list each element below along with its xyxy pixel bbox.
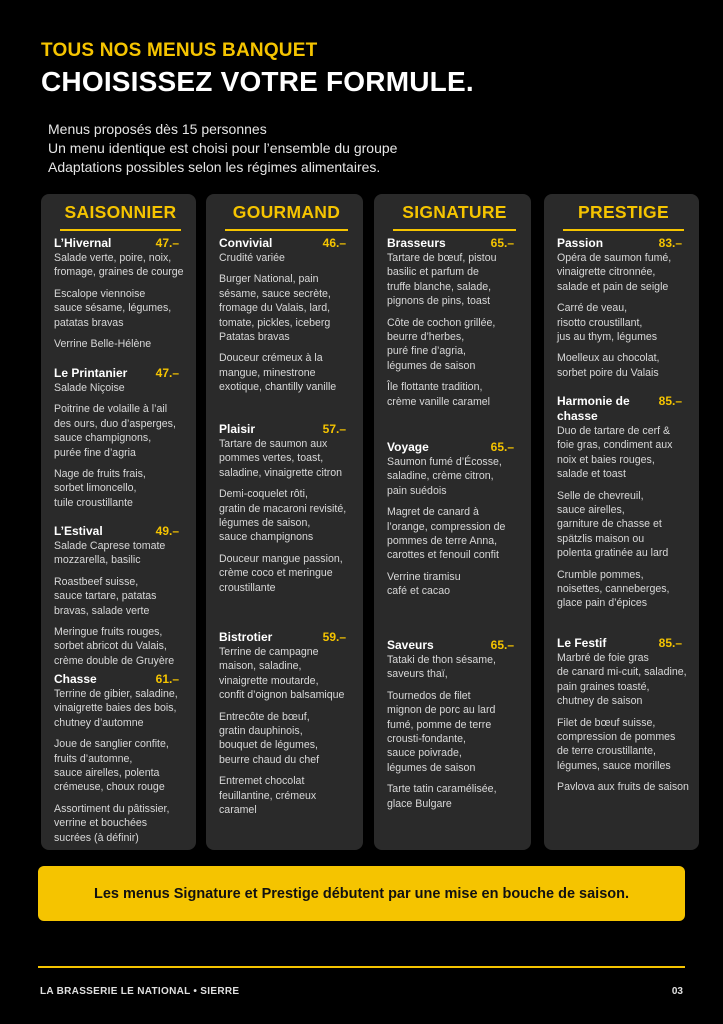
menu-name: Bistrotier xyxy=(219,630,273,644)
menu-course: Crumble pommes, noisettes, canneberges, glace pain d’épices xyxy=(557,568,670,610)
menu-name: Brasseurs xyxy=(387,236,446,250)
menu-header xyxy=(557,636,690,651)
menu-course: Salade Niçoise xyxy=(54,382,125,394)
menu-course: Crudité variée xyxy=(219,252,285,264)
menu-course: Verrine Belle-Hélène xyxy=(54,338,152,351)
menu-course: Entrecôte de bœuf, gratin dauphinois, bouquet de légumes, beurre chaud du chef xyxy=(219,710,320,766)
menu-name: L’Hivernal xyxy=(54,236,112,250)
column-saisonnier xyxy=(41,194,196,850)
menu-item xyxy=(387,638,522,818)
menu-header xyxy=(219,236,354,251)
menu-price: 65.– xyxy=(490,440,514,454)
footer-brand: LA BRASSERIE LE NATIONAL • SIERRE xyxy=(40,986,240,997)
menu-course: Île flottante tradition, crème vanille caramel xyxy=(387,381,491,408)
menu-header xyxy=(54,366,187,381)
menu-item xyxy=(387,236,522,416)
menu-item xyxy=(557,636,690,802)
menu-price: 57.– xyxy=(322,422,346,436)
menu-price: 49.– xyxy=(155,524,179,538)
menu-course: Roastbeef suisse, sauce tartare, patatas bravas, salade verte xyxy=(54,575,157,617)
menu-price: 83.– xyxy=(658,236,682,250)
menu-price: 46.– xyxy=(322,236,346,250)
menu-course: Pavlova aux fruits de saison xyxy=(557,781,689,794)
menu-course: Douceur mangue passion, crème coco et meringue croustillante xyxy=(219,552,343,594)
menu-price: 47.– xyxy=(155,236,179,250)
menu-course: Terrine de campagne maison, saladine, vinaigrette moutarde, confit d’oignon balsamique xyxy=(219,646,345,702)
menu-name: Harmonie de chasse xyxy=(557,394,630,423)
menu-name: Passion xyxy=(557,236,604,250)
menu-name: Le Festif xyxy=(557,636,607,650)
menu-course: Magret de canard à l’orange, compression de pommes de terre Anna, carottes et fenouil confit xyxy=(387,506,506,562)
menu-course: Carré de veau, risotto croustillant, jus au thym, légumes xyxy=(557,302,658,344)
menu-course: Filet de bœuf suisse, compression de pommes de terre croustillante, légumes, sauce morilles xyxy=(557,716,676,772)
intro-line: Adaptations possibles selon les régimes alimentaires. xyxy=(48,159,381,175)
intro-line: Menus proposés dès 15 personnes xyxy=(48,121,267,137)
menu-item xyxy=(54,366,187,517)
menu-price: 85.– xyxy=(658,636,682,650)
menu-item xyxy=(219,236,354,402)
menu-course: Verrine tiramisu café et cacao xyxy=(387,570,461,598)
column-prestige xyxy=(544,194,699,850)
menu-course: Moelleux au chocolat, sorbet poire du Valais xyxy=(557,352,660,379)
column-signature xyxy=(374,194,531,850)
menu-course: Joue de sanglier confite, fruits d’automne, sauce airelles, polenta crémeuse, choux rouge xyxy=(54,738,169,794)
menu-course: Terrine de gibier, saladine, vinaigrette baies des bois, chutney d’automne xyxy=(54,688,178,729)
column-title: PRESTIGE xyxy=(563,200,684,231)
footer-divider xyxy=(38,966,685,968)
menu-name: Saveurs xyxy=(387,638,434,652)
header-kicker: TOUS NOS MENUS BANQUET xyxy=(41,40,318,61)
menu-price: 65.– xyxy=(490,638,514,652)
menu-header xyxy=(387,440,522,455)
menu-course: Tartare de bœuf, pistou basilic et parfum de truffe blanche, salade, pignons de pins, toast xyxy=(387,252,497,308)
menu-price: 59.– xyxy=(322,630,346,644)
menu-header xyxy=(219,422,354,437)
menu-name: Chasse xyxy=(54,672,97,686)
menu-course: Tartare de saumon aux pommes vertes, toast, saladine, vinaigrette citron xyxy=(219,438,343,479)
menu-price: 61.– xyxy=(155,672,179,686)
menu-item xyxy=(387,440,522,606)
menu-price: 47.– xyxy=(155,366,179,380)
menu-course: Entremet chocolat feuillantine, crémeux caramel xyxy=(219,775,317,817)
page-title: CHOISISSEZ VOTRE FORMULE. xyxy=(41,66,474,97)
column-title: SIGNATURE xyxy=(393,200,516,231)
menu-header xyxy=(54,672,187,687)
column-gourmand xyxy=(206,194,363,850)
menu-course: Salade verte, poire, noix, fromage, graines de courge xyxy=(54,252,184,279)
menu-course: Tataki de thon sésame, saveurs thaï, xyxy=(387,654,496,681)
menu-item xyxy=(219,422,354,602)
menu-name: Voyage xyxy=(387,440,429,454)
banner-text: Les menus Signature et Prestige débutent par une mise en bouche de saison. xyxy=(93,885,630,902)
menu-item xyxy=(54,236,187,358)
menu-header xyxy=(54,236,187,251)
menu-item xyxy=(54,524,187,675)
menu-name: L’Estival xyxy=(54,524,103,538)
menu-header xyxy=(557,394,690,424)
menu-header xyxy=(387,236,522,251)
menu-course: Burger National, pain sésame, sauce secrète, fromage du Valais, lard, tomate, pickles, iceberg Patatas bravas xyxy=(219,273,331,344)
menu-item xyxy=(219,630,354,824)
menu-course: Nage de fruits frais, sorbet limoncello, tuile croustillante xyxy=(54,468,146,509)
menu-name: Convivial xyxy=(219,236,273,250)
column-title: GOURMAND xyxy=(225,200,348,231)
menu-header xyxy=(387,638,522,653)
menu-course: Meringue fruits rouges, sorbet abricot du Valais, crème double de Gruyère xyxy=(54,626,175,667)
menu-course: Opéra de saumon fumé, vinaigrette citronnée, salade et pain de seigle xyxy=(557,252,672,293)
menu-header xyxy=(54,524,187,539)
menu-header xyxy=(219,630,354,645)
intro-line: Un menu identique est choisi pour l’ensemble du groupe xyxy=(48,140,398,156)
menu-header xyxy=(557,236,690,251)
menu-course: Côte de cochon grillée, beurre d’herbes, puré fine d’agria, légumes de saison xyxy=(387,316,496,372)
menu-course: Marbré de foie gras de canard mi-cuit, saladine, pain graines toasté, chutney de saison xyxy=(557,652,687,708)
column-title: SAISONNIER xyxy=(60,200,181,231)
menu-course: Douceur crémeux à la mangue, minestrone exotique, chantilly vanille xyxy=(219,352,337,394)
intro-text xyxy=(48,120,397,177)
menu-course: Demi-coquelet rôti, gratin de macaroni revisité, légumes de saison, sauce champignons xyxy=(219,488,347,544)
menu-course: Duo de tartare de cerf & foie gras, condiment aux noix et baies rouges, salade et toast xyxy=(557,425,673,481)
menu-course: Assortiment du pâtissier, verrine et bouchées sucrées (à définir) xyxy=(54,802,170,844)
page-number: 03 xyxy=(671,986,683,997)
menu-name: Plaisir xyxy=(219,422,256,436)
menu-item xyxy=(54,672,187,850)
menu-course: Selle de chevreuil, sauce airelles, garniture de chasse et spätzlis maison ou polenta gratinée au lard xyxy=(557,489,669,560)
menu-course: Salade Caprese tomate mozzarella, basilic xyxy=(54,540,166,567)
menu-price: 65.– xyxy=(490,236,514,250)
menu-course: Escalope viennoise sauce sésame, légumes, patatas bravas xyxy=(54,287,172,329)
menu-item xyxy=(557,394,690,618)
menu-course: Saumon fumé d’Écosse, saladine, crème citron, pain suédois xyxy=(387,456,502,497)
info-banner xyxy=(38,866,685,921)
menu-course: Tournedos de filet mignon de porc au lard fumé, pomme de terre crousti-fondante, sauce poivrade, légumes de saison xyxy=(387,689,496,774)
menu-name: Le Printanier xyxy=(54,366,128,380)
menu-course: Tarte tatin caramélisée, glace Bulgare xyxy=(387,783,497,810)
menu-course: Poitrine de volaille à l’ail des ours, duo d’asperges, sauce champignons, purée fine d’agria xyxy=(54,403,176,459)
menu-price: 85.– xyxy=(658,394,682,408)
menu-item xyxy=(557,236,690,387)
